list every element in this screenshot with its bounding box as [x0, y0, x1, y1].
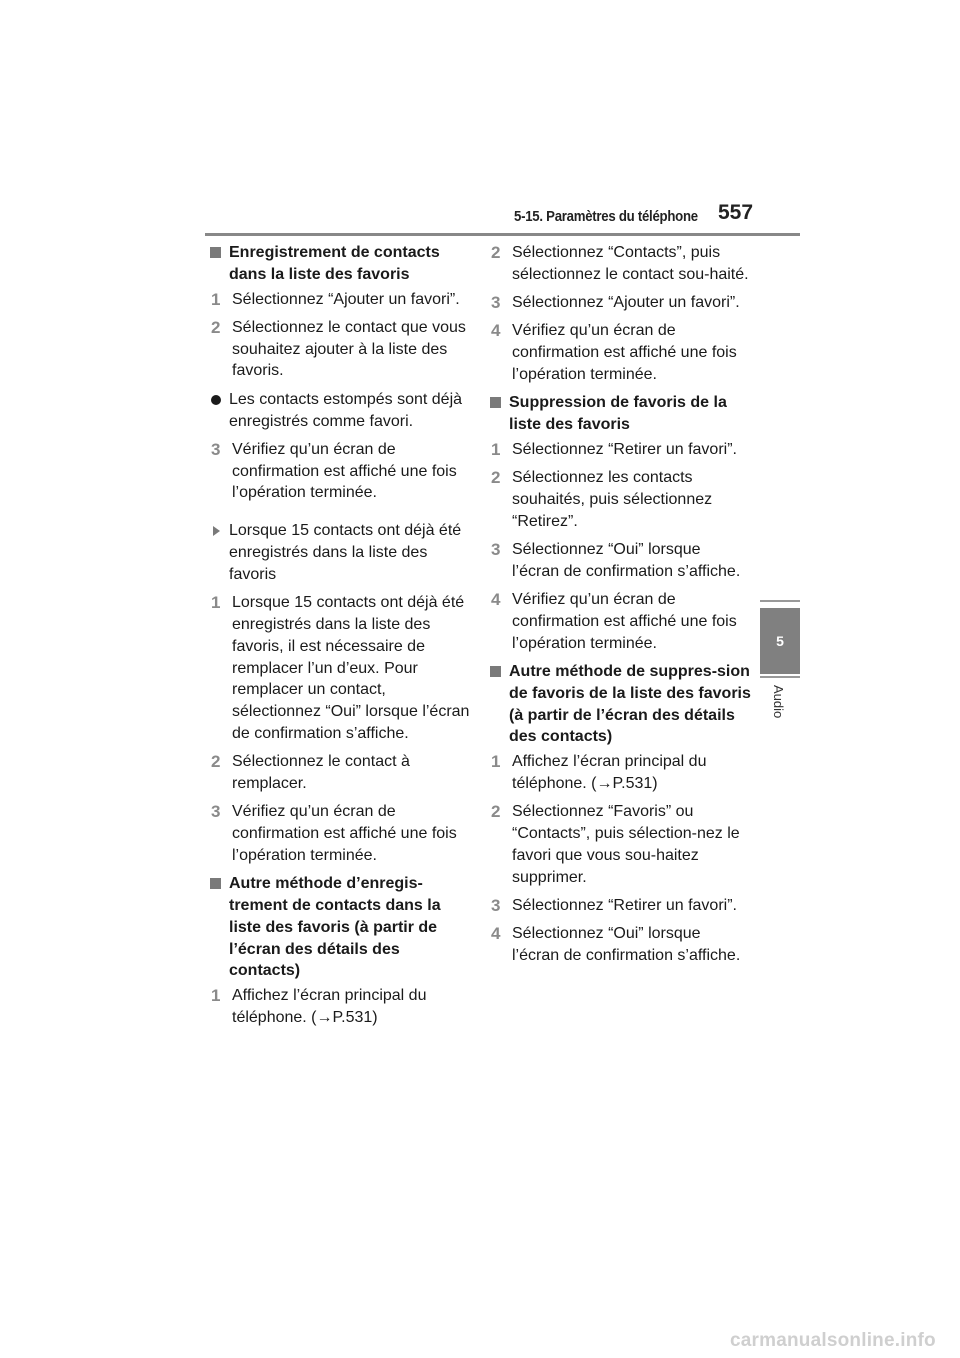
square-bullet-icon	[210, 878, 221, 889]
left-column	[210, 242, 472, 1035]
section-title: 5-15. Paramètres du téléphone	[514, 208, 698, 225]
step-text: Lorsque 15 contacts ont déjà été enregistrés dans la liste des favoris, il est nécessaire de remplacer l’un d’eux. Pour remplacer un contact, sélectionnez “Oui” lorsque l’écran de confirmation s’affiche.	[232, 594, 470, 742]
case-heading-text: Lorsque 15 contacts ont déjà été enregistrés dans la liste des favoris	[229, 522, 462, 583]
watermark: carmanualsonline.info	[730, 1330, 936, 1351]
step-item	[210, 317, 472, 382]
chapter-label: Audio	[771, 685, 786, 719]
square-bullet-icon	[490, 666, 501, 677]
step-item	[490, 242, 752, 286]
step-number: 4	[491, 321, 501, 341]
step-text: Sélectionnez “Ajouter un favori”.	[232, 290, 460, 308]
step-number: 3	[211, 802, 221, 822]
step-text: Sélectionnez “Retirer un favori”.	[512, 897, 737, 915]
page-number: 557	[718, 201, 754, 224]
step-text: Sélectionnez le contact que vous souhaitez ajouter à la liste des favoris.	[232, 318, 466, 380]
header-divider	[205, 233, 800, 236]
step-text: Affichez l’écran principal du téléphone. (→P.531)	[232, 987, 427, 1026]
sub-heading	[490, 661, 752, 748]
step-item	[210, 592, 472, 745]
step-text: Vérifiez qu’un écran de confirmation est affiché une fois l’opération terminée.	[512, 591, 737, 652]
step-number: 4	[491, 924, 501, 944]
step-item	[210, 751, 472, 795]
step-number: 3	[491, 293, 501, 313]
step-text: Sélectionnez “Ajouter un favori”.	[512, 294, 740, 312]
step-number: 2	[211, 752, 221, 772]
step-text: Affichez l’écran principal du téléphone. (→P.531)	[512, 753, 707, 793]
step-item	[490, 320, 752, 385]
step-text: Sélectionnez le contact à remplacer.	[232, 753, 410, 793]
step-number: 1	[491, 752, 501, 772]
step-item	[490, 895, 752, 917]
square-bullet-icon	[490, 397, 501, 408]
step-item	[210, 985, 472, 1029]
step-number: 3	[491, 896, 501, 916]
right-column	[490, 242, 752, 973]
step-number: 2	[491, 802, 501, 822]
step-number: 4	[491, 590, 501, 610]
step-item	[490, 292, 752, 314]
chapter-number: 5	[760, 608, 800, 674]
step-text: Sélectionnez “Oui” lorsque l’écran de confirmation s’affiche.	[512, 925, 741, 965]
step-text: Vérifiez qu’un écran de confirmation est affiché une fois l’opération terminée.	[232, 803, 457, 864]
sub-heading-text: Suppression de favoris de la liste des favoris	[509, 394, 727, 434]
step-text: Sélectionnez “Favoris” ou “Contacts”, puis sélection-nez le favori que vous sou-haitez supprimer.	[512, 803, 740, 886]
step-number: 3	[211, 439, 221, 459]
step-number: 2	[491, 468, 501, 488]
step-text: Sélectionnez “Retirer un favori”.	[512, 440, 737, 458]
sub-heading-text: Autre méthode de suppres-sion de favoris de la liste des favoris (à partir de l’écran des détails des contacts)	[509, 663, 751, 746]
sub-heading-text: Autre méthode d’enregis-trement de contacts dans la liste des favoris (à partir de l’écran des détails des contacts)	[229, 875, 441, 980]
note-item	[210, 389, 472, 433]
step-number: 3	[491, 540, 501, 560]
step-text: Vérifiez qu’un écran de confirmation est affiché une fois l’opération terminée.	[512, 322, 737, 383]
step-number: 1	[211, 986, 221, 1006]
side-tab-rule-top	[760, 600, 800, 602]
step-number: 1	[491, 439, 501, 459]
square-bullet-icon	[210, 247, 221, 258]
step-text: Sélectionnez “Oui” lorsque l’écran de confirmation s’affiche.	[512, 541, 741, 580]
step-number: 2	[491, 243, 501, 262]
step-item	[490, 439, 752, 461]
step-text: Sélectionnez “Contacts”, puis sélectionnez le contact sou-haité.	[512, 244, 749, 283]
note-text: Les contacts estompés sont déjà enregistrés comme favori.	[229, 390, 463, 430]
sub-heading	[210, 873, 472, 982]
step-item	[210, 439, 472, 504]
step-item	[210, 801, 472, 866]
step-number: 1	[211, 289, 221, 309]
sub-heading	[490, 392, 752, 436]
triangle-right-icon	[213, 526, 220, 536]
step-item	[490, 467, 752, 532]
step-item	[490, 589, 752, 654]
step-number: 1	[211, 593, 221, 613]
round-bullet-icon	[211, 395, 221, 405]
sub-heading-text: Enregistrement de contacts dans la liste des favoris	[229, 244, 440, 283]
step-item	[490, 801, 752, 888]
side-tab-rule-bottom	[760, 676, 800, 678]
step-item	[490, 539, 752, 583]
step-text: Sélectionnez les contacts souhaités, puis sélectionnez “Retirez”.	[512, 469, 713, 530]
sub-heading	[210, 242, 472, 286]
step-number: 2	[211, 317, 221, 337]
step-item	[210, 289, 472, 311]
step-item	[490, 923, 752, 967]
step-text: Vérifiez qu’un écran de confirmation est affiché une fois l’opération terminée.	[232, 440, 457, 502]
step-item	[490, 751, 752, 795]
case-heading	[210, 520, 472, 585]
